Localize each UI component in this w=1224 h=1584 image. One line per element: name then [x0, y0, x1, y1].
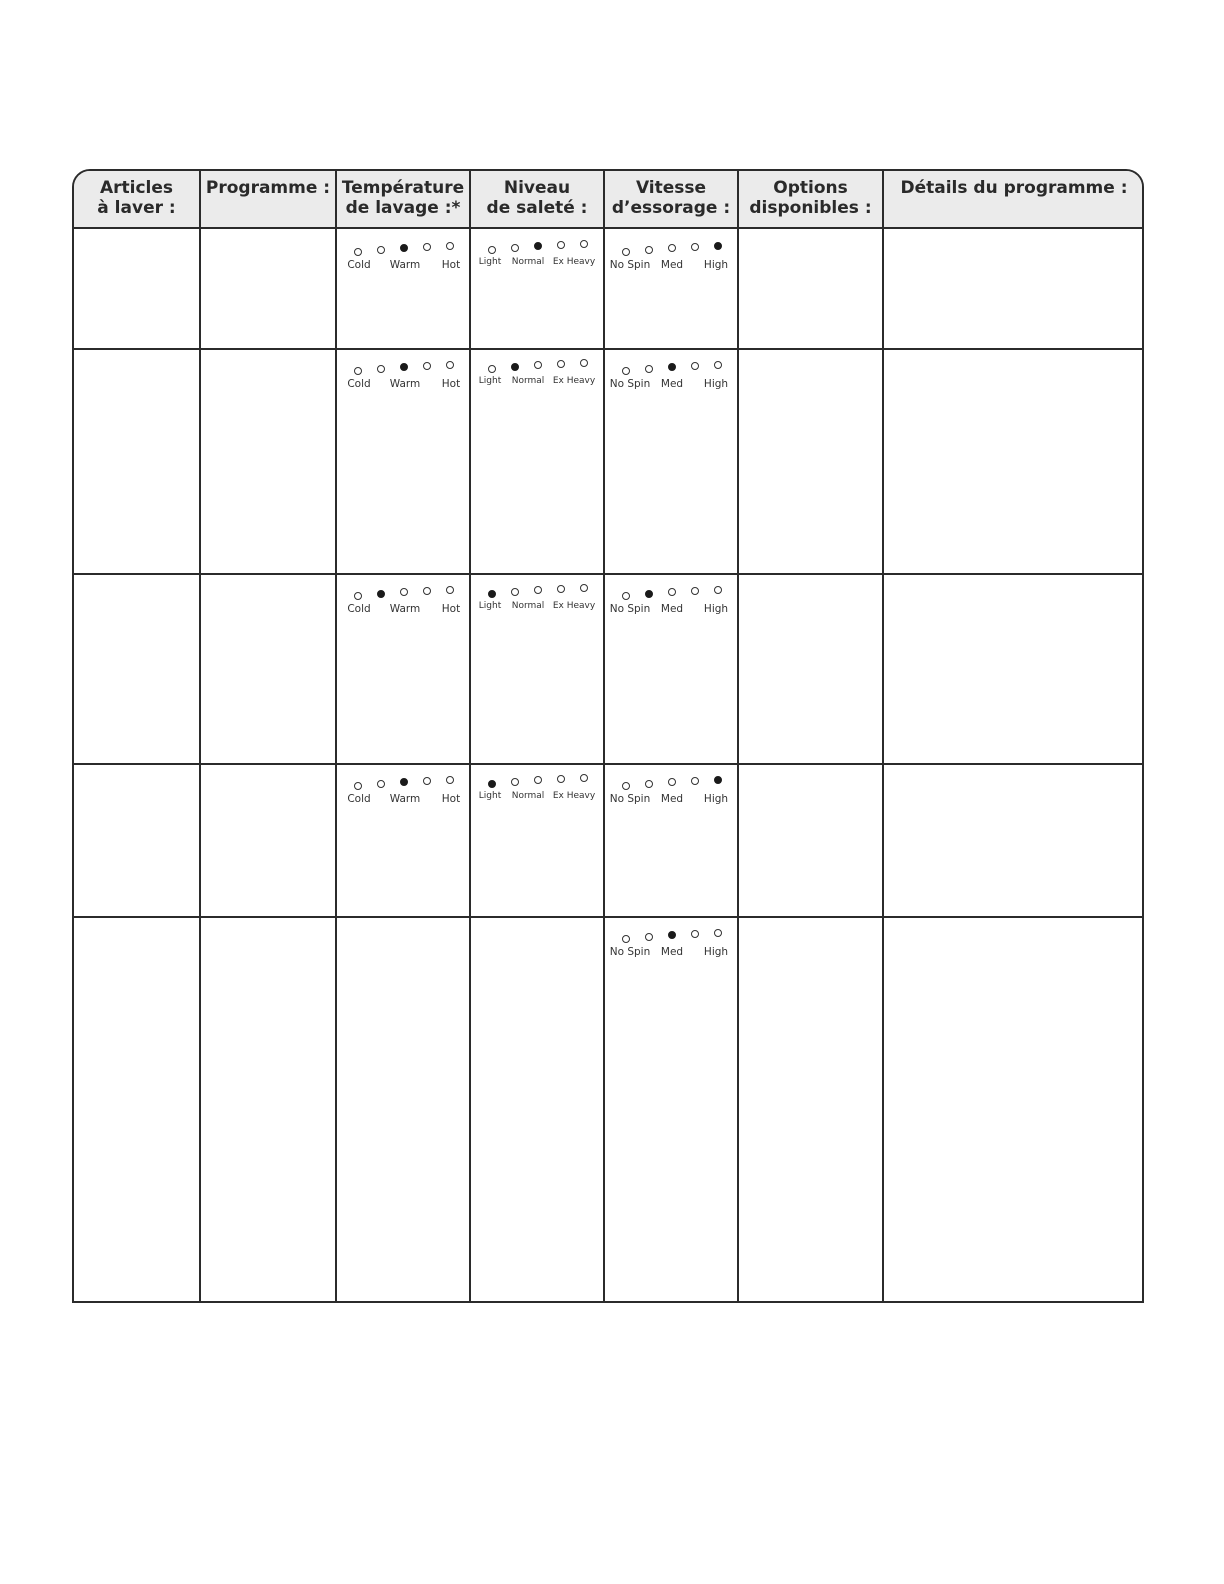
temperature-dot: [446, 776, 454, 784]
column-divider: [469, 171, 471, 1301]
temperature-dot: [354, 782, 362, 790]
spin-dot: [622, 935, 630, 943]
temperature-label: Cold: [347, 603, 371, 615]
temperature-dot-selected: [377, 590, 385, 598]
temperature-dot: [354, 248, 362, 256]
soil-dot: [557, 775, 565, 783]
spin-dot: [645, 933, 653, 941]
temperature-dot-selected: [400, 778, 408, 786]
temperature-dot: [377, 246, 385, 254]
soil-dot-selected: [488, 780, 496, 788]
temperature-dot: [446, 242, 454, 250]
soil-label: Normal: [511, 257, 545, 267]
soil-dot: [488, 246, 496, 254]
soil-dot: [534, 776, 542, 784]
header-temperature: Température de lavage :*: [341, 178, 465, 218]
spin-label: Med: [660, 793, 684, 805]
header-programme: Programme :: [205, 178, 331, 198]
soil-dot: [511, 778, 519, 786]
temperature-selector: [337, 231, 467, 281]
header-spin-speed: Vitesse d’essorage :: [611, 178, 731, 218]
spin-dot: [645, 780, 653, 788]
spin-label: Med: [660, 259, 684, 271]
spin-dot-selected: [668, 931, 676, 939]
spin-dot: [714, 361, 722, 369]
soil-dot: [488, 365, 496, 373]
spin-label: High: [703, 603, 729, 615]
temperature-label: Warm: [389, 793, 421, 805]
spin-label: No Spin: [609, 603, 651, 615]
wash-cycle-table: [72, 169, 1144, 1303]
temperature-dot: [423, 243, 431, 251]
soil-label: Light: [478, 257, 502, 267]
spin-label: No Spin: [609, 378, 651, 390]
spin-dot: [622, 367, 630, 375]
temperature-selector: [337, 350, 467, 400]
temperature-label: Hot: [441, 378, 461, 390]
temperature-dot: [423, 362, 431, 370]
spin-label: Med: [660, 378, 684, 390]
temperature-selector: [337, 575, 467, 625]
spin-dot: [691, 243, 699, 251]
soil-label: Normal: [511, 791, 545, 801]
soil-dot: [580, 584, 588, 592]
spin-dot: [691, 777, 699, 785]
soil-label: Light: [478, 376, 502, 386]
spin-dot-selected: [714, 776, 722, 784]
soil-dot-selected: [534, 242, 542, 250]
spin-dot-selected: [714, 242, 722, 250]
column-divider: [882, 171, 884, 1301]
temperature-dot-selected: [400, 244, 408, 252]
spin-dot-selected: [668, 363, 676, 371]
spin-label: High: [703, 793, 729, 805]
column-divider: [603, 171, 605, 1301]
spin-dot: [622, 248, 630, 256]
spin-label: No Spin: [609, 793, 651, 805]
spin-dot: [645, 365, 653, 373]
temperature-dot: [377, 780, 385, 788]
temperature-label: Cold: [347, 378, 371, 390]
soil-label: Normal: [511, 376, 545, 386]
soil-dot: [580, 774, 588, 782]
soil-dot-selected: [511, 363, 519, 371]
spin-dot: [668, 588, 676, 596]
spin-dot: [645, 246, 653, 254]
spin-dot: [622, 592, 630, 600]
spin-dot: [691, 930, 699, 938]
spin-label: Med: [660, 603, 684, 615]
spin-label: High: [703, 378, 729, 390]
soil-dot: [557, 585, 565, 593]
temperature-dot: [423, 777, 431, 785]
spin-selector: [605, 575, 735, 625]
soil-dot: [534, 586, 542, 594]
spin-label: High: [703, 259, 729, 271]
table-header-row: [74, 171, 1142, 229]
column-divider: [737, 171, 739, 1301]
spin-label: High: [703, 946, 729, 958]
temperature-dot: [446, 586, 454, 594]
soil-dot: [511, 244, 519, 252]
soil-dot: [511, 588, 519, 596]
soil-label: Light: [478, 601, 502, 611]
temperature-selector: [337, 765, 467, 815]
spin-selector: [605, 918, 735, 968]
temperature-dot: [400, 588, 408, 596]
spin-label: No Spin: [609, 946, 651, 958]
spin-dot: [622, 782, 630, 790]
temperature-label: Warm: [389, 603, 421, 615]
spin-dot: [714, 586, 722, 594]
column-divider: [199, 171, 201, 1301]
spin-selector: [605, 765, 735, 815]
header-cycle-details: Détails du programme :: [900, 178, 1128, 198]
header-articles: Articles à laver :: [97, 178, 176, 218]
temperature-dot: [354, 592, 362, 600]
temperature-dot: [446, 361, 454, 369]
spin-label: No Spin: [609, 259, 651, 271]
temperature-label: Hot: [441, 259, 461, 271]
spin-selector: [605, 350, 735, 400]
temperature-dot: [423, 587, 431, 595]
soil-dot: [580, 359, 588, 367]
spin-dot: [668, 244, 676, 252]
temperature-label: Cold: [347, 259, 371, 271]
temperature-label: Hot: [441, 603, 461, 615]
spin-dot-selected: [645, 590, 653, 598]
soil-label: Normal: [511, 601, 545, 611]
temperature-label: Cold: [347, 793, 371, 805]
soil-selector: [471, 231, 601, 281]
soil-dot: [534, 361, 542, 369]
spin-dot: [714, 929, 722, 937]
soil-selector: [471, 765, 601, 815]
soil-dot-selected: [488, 590, 496, 598]
temperature-dot: [354, 367, 362, 375]
temperature-label: Warm: [389, 259, 421, 271]
soil-label: Ex Heavy: [552, 376, 596, 386]
soil-dot: [557, 241, 565, 249]
soil-dot: [580, 240, 588, 248]
soil-label: Ex Heavy: [552, 601, 596, 611]
spin-dot: [668, 778, 676, 786]
soil-dot: [557, 360, 565, 368]
soil-selector: [471, 350, 601, 400]
temperature-label: Warm: [389, 378, 421, 390]
soil-selector: [471, 575, 601, 625]
spin-label: Med: [660, 946, 684, 958]
soil-label: Ex Heavy: [552, 257, 596, 267]
spin-selector: [605, 231, 735, 281]
header-soil-level: Niveau de saleté :: [486, 178, 588, 218]
column-divider: [335, 171, 337, 1301]
temperature-dot-selected: [400, 363, 408, 371]
soil-label: Light: [478, 791, 502, 801]
spin-dot: [691, 587, 699, 595]
temperature-dot: [377, 365, 385, 373]
header-options: Options disponibles :: [749, 178, 872, 218]
spin-dot: [691, 362, 699, 370]
temperature-label: Hot: [441, 793, 461, 805]
soil-label: Ex Heavy: [552, 791, 596, 801]
